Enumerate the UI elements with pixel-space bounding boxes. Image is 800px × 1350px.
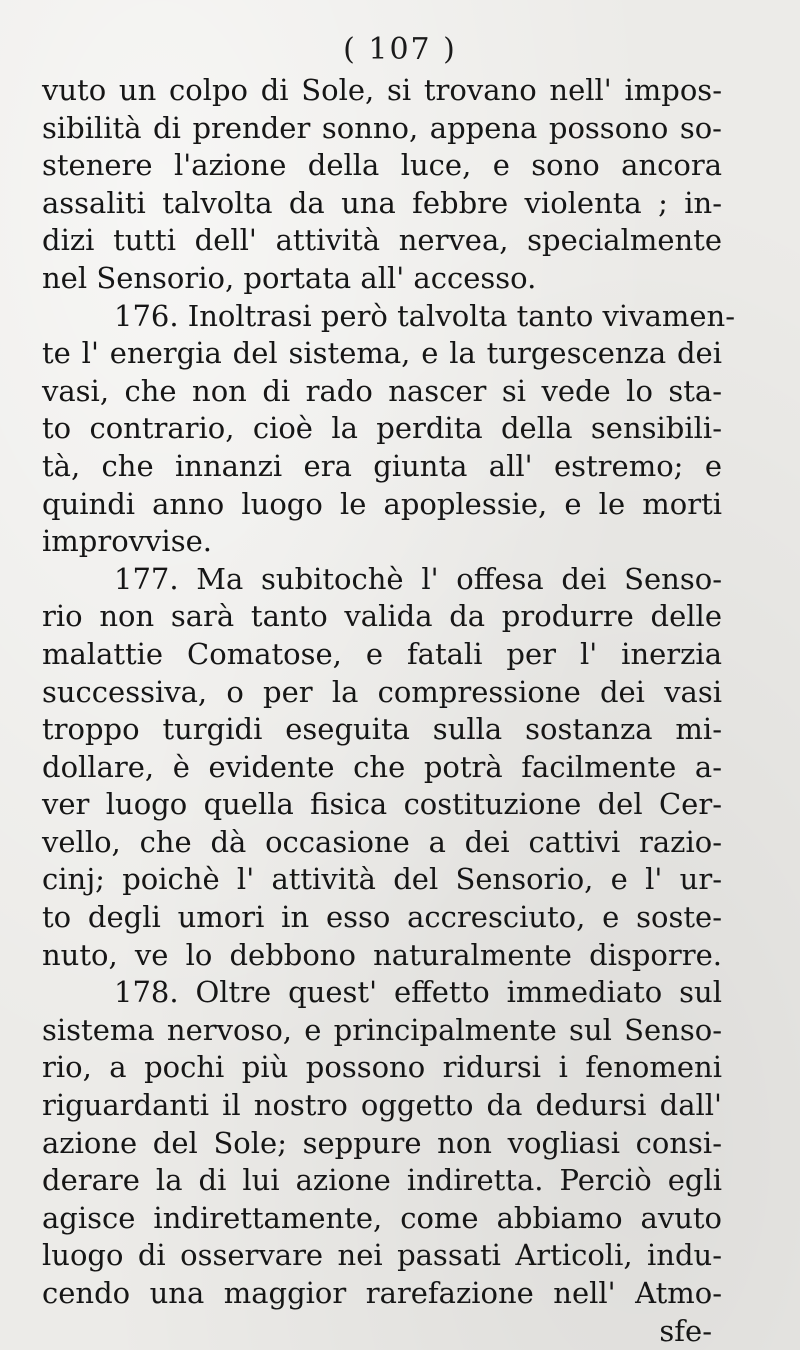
text-line: nel Sensorio, portata all' accesso.: [42, 260, 537, 295]
text-line: to degli umori in esso accresciuto, e soste-: [42, 900, 722, 935]
text-line: ver luogo quella fisica costituzione del Cer-: [42, 787, 722, 822]
text-line: sibilità di prender sonno, appena possono so-: [42, 110, 722, 145]
catchword: sfe-: [659, 1313, 712, 1348]
text-line: azione del Sole; seppure non vogliasi consi-: [42, 1125, 722, 1160]
text-line: rio non sarà tanto valida da produrre delle: [42, 599, 722, 634]
text-line: te l' energia del sistema, e la turgescenza dei: [42, 336, 722, 371]
text-line: quindi anno luogo le apoplessie, e le morti: [42, 486, 722, 521]
text-line: stenere l'azione della luce, e sono ancora: [42, 148, 722, 183]
text-line: dollare, è evidente che potrà facilmente a-: [42, 749, 722, 784]
text-line: troppo turgidi eseguita sulla sostanza mi-: [42, 712, 722, 747]
text-line: to contrario, cioè la perdita della sensibili-: [42, 411, 722, 446]
text-line: nuto, ve lo debbono naturalmente disporre.: [42, 937, 722, 972]
text-line: riguardanti il nostro oggetto da dedursi dall': [42, 1088, 722, 1123]
text-line: dizi tutti dell' attività nervea, specialmente: [42, 223, 722, 258]
page-number: ( 107 ): [343, 32, 457, 67]
text-line: tà, che innanzi era giunta all' estremo; e: [42, 448, 722, 483]
text-line: malattie Comatose, e fatali per l' inerzia: [42, 636, 722, 671]
text-line: derare la di lui azione indiretta. Perciò egli: [42, 1163, 722, 1198]
text-line: luogo di osservare nei passati Articoli, indu-: [42, 1238, 722, 1273]
text-line: assaliti talvolta da una febbre violenta ; in-: [42, 185, 722, 220]
text-line: vasi, che non di rado nascer si vede lo sta-: [42, 373, 722, 408]
text-line: sistema nervoso, e principalmente sul Senso-: [42, 1012, 722, 1047]
text-line: 176. Inoltrasi però talvolta tanto vivamen-: [114, 298, 736, 333]
text-line: cendo una maggior rarefazione nell' Atmo-: [42, 1276, 722, 1310]
text-line: agisce indirettamente, come abbiamo avuto: [42, 1200, 722, 1235]
text-line: cinj; poichè l' attività del Sensorio, e l' ur-: [42, 862, 722, 897]
text-line: vuto un colpo di Sole, si trovano nell' impos-: [42, 73, 722, 107]
text-line: successiva, o per la compressione dei vasi: [42, 674, 722, 709]
text-line: rio, a pochi più possono ridursi i fenomeni: [42, 1050, 722, 1085]
text-line: vello, che dà occasione a dei cattivi razio-: [42, 824, 722, 859]
text-line: improvvise.: [42, 524, 212, 559]
text-line: 178. Oltre quest' effetto immediato sul: [114, 975, 722, 1010]
body-text: [42, 72, 736, 1350]
text-line: 177. Ma subitochè l' offesa dei Senso-: [114, 561, 722, 596]
